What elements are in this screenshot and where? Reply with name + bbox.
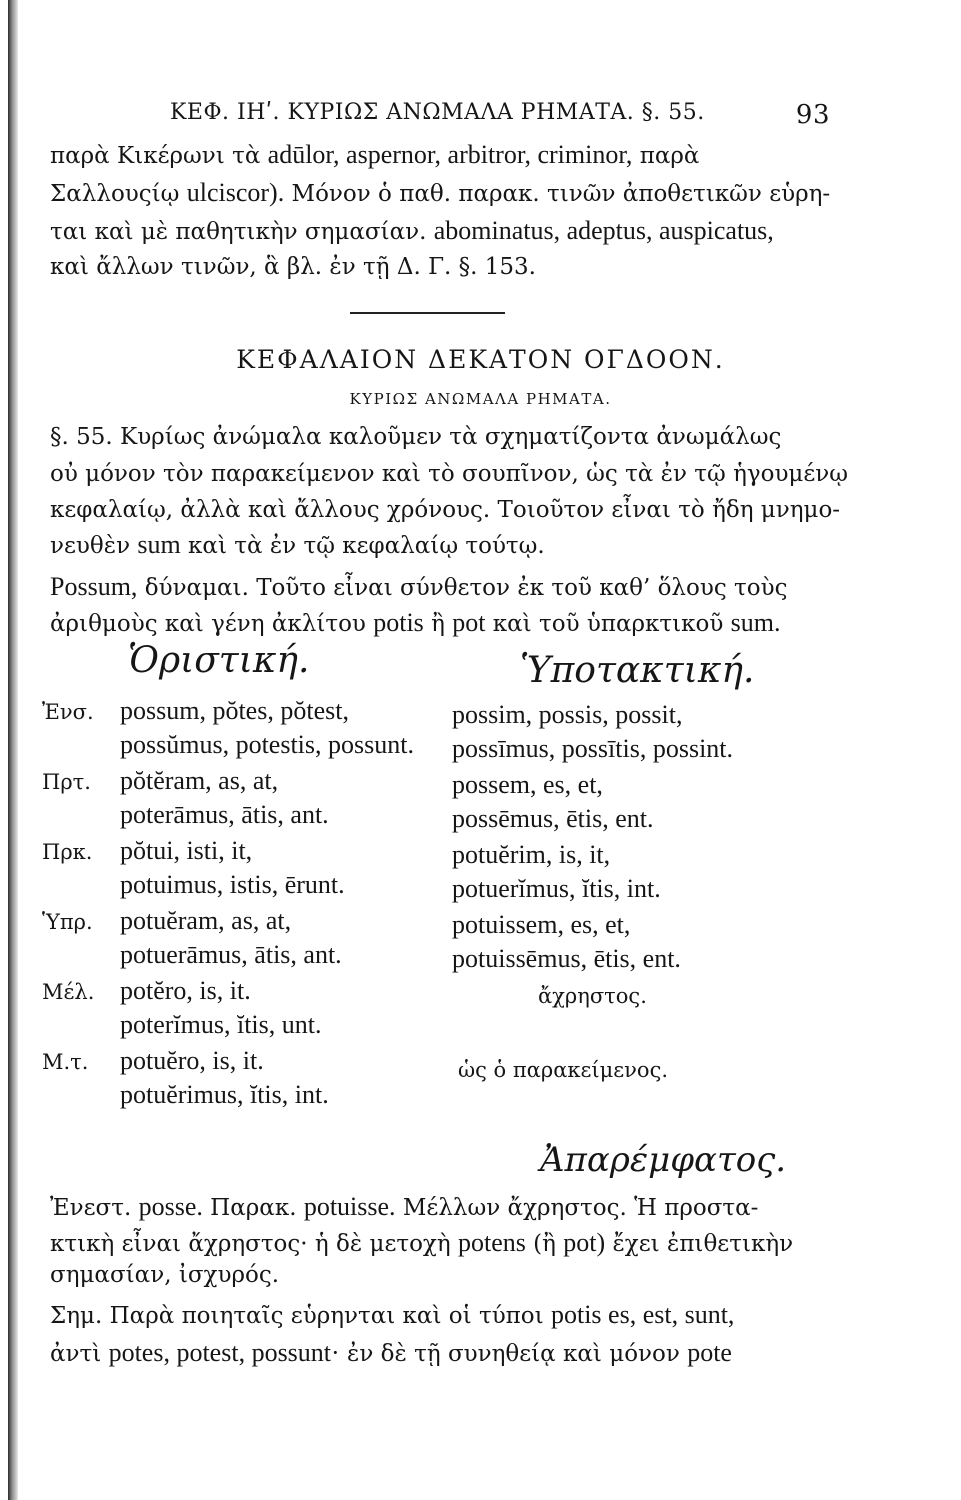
intro-line-2: [50, 176, 830, 211]
indicative-form: potĕro, is, it.: [120, 976, 251, 1005]
possum-line-2: [50, 606, 781, 641]
intro-text: Σαλλουςίῳ: [50, 181, 180, 207]
latin-words: potuisse.: [303, 1192, 396, 1221]
section-line-1: §. 55. Κυρίως ἀνώμαλα καλοῦμεν τὰ σχηματίζοντα ἀνωμάλως: [50, 424, 782, 450]
indicative-form: poterĭmus, ĭtis, unt.: [120, 1010, 322, 1039]
latin-words: pot): [563, 1228, 606, 1257]
latin-words: sum.: [730, 608, 781, 637]
tense-label-future: Μέλ.: [42, 980, 95, 1004]
latin-words: adūlor, aspernor, arbitror, criminor,: [267, 140, 633, 169]
infinitive-heading: Ἀπαρέμφατος.: [540, 1140, 787, 1180]
subjunctive-form: potuissēmus, ētis, ent.: [452, 944, 681, 973]
tense-label-perfect: Πρκ.: [42, 840, 93, 864]
indicative-form: potuimus, istis, ērunt.: [120, 870, 345, 899]
note-text: ἐν δὲ τῇ συνηθείᾳ καὶ μόνον: [347, 1341, 680, 1367]
indicative-heading: Ὁριστική.: [128, 640, 310, 681]
subjunctive-form: possim, possis, possit,: [452, 700, 683, 729]
subjunctive-form: potuerĭmus, ĭtis, int.: [452, 874, 661, 903]
infinitive-text: ἔχει ἐπιθετικὴν: [612, 1231, 794, 1257]
latin-words: potens: [457, 1228, 526, 1257]
tense-label-pluperfect: Ὑπρ.: [42, 910, 93, 934]
tense-label-future-perfect: Μ.τ.: [42, 1050, 89, 1074]
indicative-form: potuĕro, is, it.: [120, 1046, 264, 1075]
latin-words: posse.: [138, 1192, 203, 1221]
note-line-1: [50, 1298, 734, 1333]
indicative-form: poterāmus, ātis, ant.: [120, 800, 329, 829]
subjunctive-heading: Ὑποτακτική.: [520, 650, 755, 691]
possum-text: ἢ: [431, 611, 445, 637]
infinitive-line-3: σημασίαν, ἰσχυρός.: [50, 1262, 280, 1288]
note-text: Σημ. Παρὰ ποιηταῖς εὑρηνται καὶ οἱ τύποι: [50, 1303, 544, 1329]
chapter-title: ΚΕΦΑΛΑΙΟΝ ΔΕΚΑΤΟΝ ΟΓΔΟΟΝ.: [236, 345, 725, 374]
latin-words: pot: [452, 608, 486, 637]
possum-line-1: [50, 570, 787, 605]
subjunctive-future-perfect-note: ὡς ὁ παρακείμενος.: [458, 1058, 668, 1082]
possum-text: καὶ τοῦ ὑπαρκτικοῦ: [492, 611, 724, 637]
chapter-subtitle: ΚΥΡΙΩΣ ΑΝΩΜΑΛΑ ΡΗΜΑΤΑ.: [349, 390, 612, 408]
indicative-form: potuĕrimus, ĭtis, int.: [120, 1080, 329, 1109]
header-title: ΚΕΦ. ΙΗʹ. ΚΥΡΙΩΣ ΑΝΩΜΑΛΑ ΡΗΜΑΤΑ. §. 55.: [170, 100, 705, 125]
tense-label-present: Ἐνσ.: [42, 700, 94, 724]
section-text: νευθὲν: [50, 533, 131, 559]
indicative-form: potuĕram, as, at,: [120, 906, 292, 935]
running-header: [170, 100, 830, 136]
intro-text: Μόνον ὁ παθ. παρακ. τινῶν ἀποθετικῶν εὑρη-: [291, 181, 831, 207]
infinitive-line-2: [50, 1226, 793, 1261]
infinitive-text: Μέλλων ἄχρηστος. Ἡ προστα-: [402, 1195, 759, 1221]
subjunctive-future-note: ἄχρηστος.: [538, 984, 647, 1008]
note-text: ἀντὶ: [50, 1341, 102, 1367]
intro-line-4: [50, 250, 536, 284]
possum-text: δύναμαι. Τοῦτο εἶναι σύνθετον ἐκ τοῦ καθ’ ὅλους τοὺς: [144, 575, 788, 601]
tense-label-imperfect: Πρτ.: [42, 770, 91, 794]
subjunctive-form: possēmus, ētis, ent.: [452, 804, 654, 833]
latin-words: ulciscor).: [186, 178, 285, 207]
subjunctive-form: potuissem, es, et,: [452, 910, 631, 939]
infinitive-text: Ἐνεστ.: [50, 1195, 132, 1221]
latin-words: potes, potest, possunt·: [108, 1338, 340, 1367]
section-line-3: κεφαλαίῳ, ἀλλὰ καὶ ἄλλους χρόνους. Τοιοῦτον εἶναι τὸ ἤδη μνημο-: [50, 497, 841, 523]
infinitive-text: (ἢ: [533, 1231, 556, 1257]
intro-text: παρὰ: [639, 143, 700, 169]
subjunctive-form: possem, es, et,: [452, 770, 603, 799]
intro-text: παρὰ Κικέρωνι τὰ: [50, 143, 261, 169]
book-spine-shadow: [8, 0, 18, 1500]
latin-words: sum: [137, 530, 181, 559]
indicative-form: pŏtĕram, as, at,: [120, 766, 279, 795]
intro-text: καὶ ἄλλων τινῶν, ἃ βλ. ἐν τῇ Δ. Γ. §. 153.: [50, 254, 536, 280]
latin-words: Possum,: [50, 572, 138, 601]
indicative-form: pŏtui, isti, it,: [120, 836, 253, 865]
possum-text: ἀριθμοὺς καὶ γένη ἀκλίτου: [50, 611, 366, 637]
latin-words: pote: [687, 1338, 732, 1367]
indicative-form: potuerāmus, ātis, ant.: [120, 940, 342, 969]
intro-text: ται καὶ μὲ παθητικὴν σημασίαν.: [50, 219, 427, 245]
indicative-form: possŭmus, potestis, possunt.: [120, 730, 414, 759]
page-number: 93: [795, 100, 830, 130]
infinitive-line-1: [50, 1190, 758, 1225]
intro-line-3: [50, 214, 774, 249]
subjunctive-form: potuĕrim, is, it,: [452, 840, 611, 869]
infinitive-text: Παρακ.: [210, 1195, 297, 1221]
section-line-2: οὐ μόνον τὸν παρακείμενον καὶ τὸ σουπῖνον, ὡς τὰ ἐν τῷ ἡγουμένῳ: [50, 461, 849, 487]
indicative-form: possum, pŏtes, pŏtest,: [120, 696, 349, 725]
section-line-4: [50, 528, 545, 563]
latin-words: potis: [373, 608, 424, 637]
section-text: καὶ τὰ ἐν τῷ κεφαλαίῳ τούτῳ.: [188, 533, 545, 559]
intro-line-1: [50, 138, 699, 173]
note-line-2: [50, 1336, 732, 1371]
subjunctive-form: possīmus, possītis, possint.: [452, 734, 734, 763]
infinitive-text: κτικὴ εἶναι ἄχρηστος· ἡ δὲ μετοχὴ: [50, 1231, 451, 1257]
section-divider: [350, 312, 505, 314]
latin-words: abominatus, adeptus, auspicatus,: [433, 216, 774, 245]
latin-words: potis es, est, sunt,: [550, 1300, 735, 1329]
